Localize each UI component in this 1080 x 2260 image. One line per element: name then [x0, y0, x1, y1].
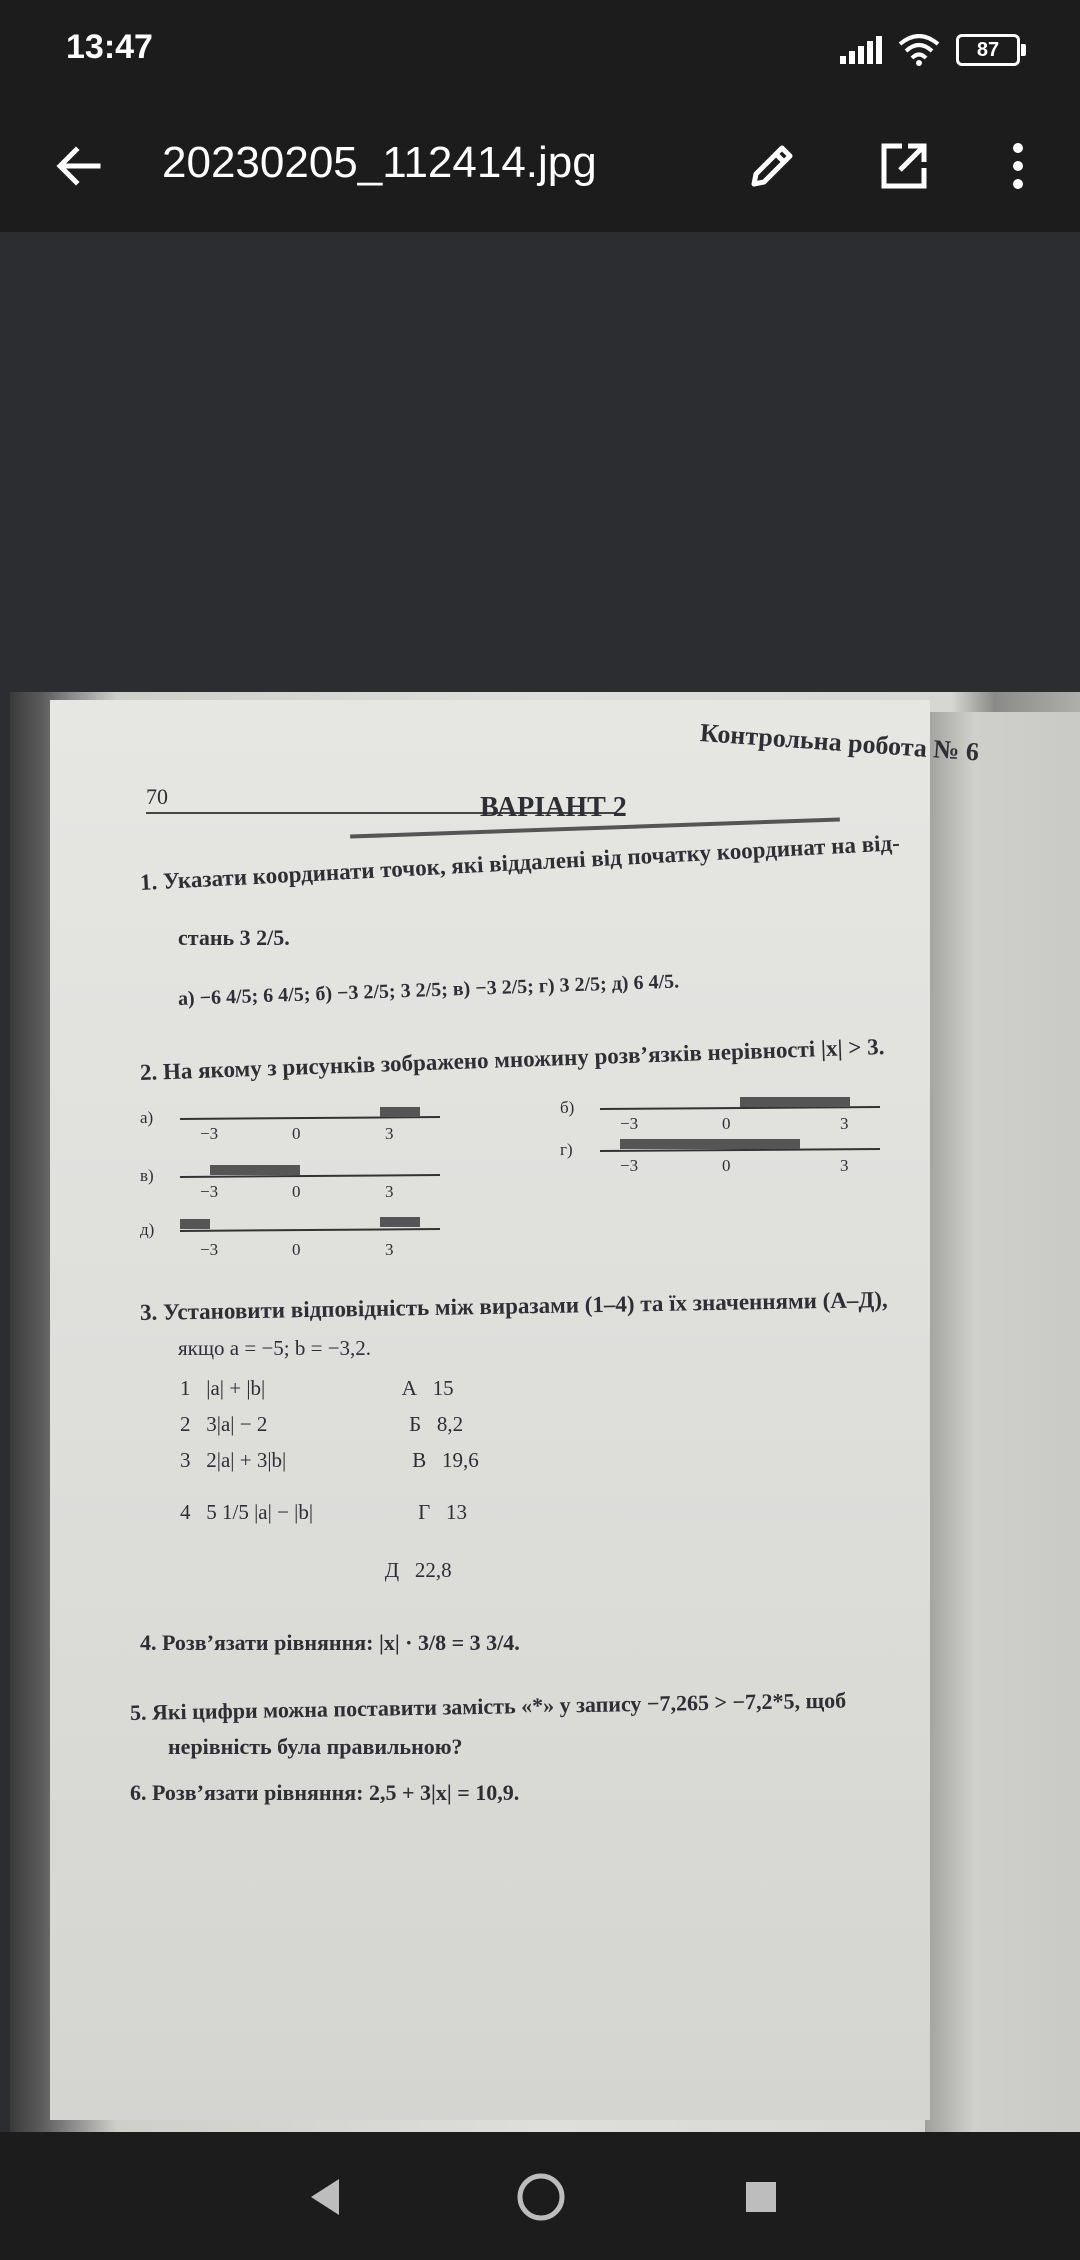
tick-zero-v: 0 — [292, 1182, 301, 1201]
back-button[interactable] — [40, 128, 116, 204]
number-lines-figure — [140, 1095, 920, 1275]
option-g-label: г) — [560, 1140, 573, 1159]
circle-home-icon — [515, 2171, 567, 2223]
task-4-line: 4. Розв’язати рівняння: |x| · 3/8 = 3 3/4. — [140, 1630, 520, 1655]
tick-zero-d: 0 — [292, 1240, 301, 1259]
task-3-line-2: якщо a = −5; b = −3,2. — [178, 1336, 372, 1360]
arrow-left-icon — [54, 142, 102, 190]
tick-three-d: 3 — [385, 1240, 394, 1259]
battery-icon — [956, 34, 1020, 66]
tick-three-v: 3 — [385, 1182, 394, 1201]
open-with-button[interactable] — [866, 128, 942, 204]
tick-minus3-g: −3 — [620, 1156, 639, 1175]
tick-minus3-b: −3 — [620, 1114, 639, 1133]
tick-minus3-a: −3 — [200, 1124, 219, 1143]
battery-level: 87 — [976, 38, 1000, 61]
page-header: Контрольна робота № 6 — [699, 718, 980, 767]
task-5-line-2: нерівність була правильною? — [168, 1734, 463, 1759]
variant-title: ВАРІАНТ 2 — [480, 792, 627, 823]
task-3-row-5: Д 22,8 — [180, 1558, 452, 1582]
app-bar — [0, 100, 1080, 232]
photo-image — [10, 692, 1080, 2132]
nav-recents-button[interactable] — [726, 2162, 796, 2232]
option-d-label: д) — [140, 1220, 155, 1239]
task-3-row-3: 3 2|a| + 3|b| В 19,6 — [180, 1448, 479, 1472]
nav-home-button[interactable] — [504, 2160, 578, 2234]
tick-three-b: 3 — [840, 1114, 849, 1133]
task-3-row-2: 2 3|a| − 2 Б 8,2 — [180, 1412, 464, 1436]
tick-three-g: 3 — [840, 1156, 849, 1175]
option-b-label: б) — [560, 1098, 575, 1117]
wifi-icon — [898, 34, 940, 66]
tick-zero-a: 0 — [292, 1124, 301, 1143]
page-number: 70 — [146, 784, 168, 809]
edit-button[interactable] — [734, 128, 810, 204]
status-bar — [0, 0, 1080, 100]
system-navigation-bar — [0, 2132, 1080, 2260]
nav-back-button[interactable] — [290, 2162, 360, 2232]
task-1-line-1: 1. Указати координати точок, які віддалені від початку координат на від- — [139, 830, 901, 895]
tick-three-a: 3 — [385, 1124, 394, 1143]
open-external-icon — [878, 140, 930, 192]
more-options-button[interactable] — [980, 128, 1056, 204]
status-time: 13:47 — [66, 28, 153, 66]
tick-zero-b: 0 — [722, 1114, 731, 1133]
file-name-title: 20230205_112414.jpg — [162, 138, 597, 187]
task-3-row-1: 1 |a| + |b| А 15 — [180, 1376, 454, 1400]
signal-icon — [840, 36, 882, 64]
option-a-label: а) — [140, 1108, 154, 1127]
task-6-line: 6. Розв’язати рівняння: 2,5 + 3|x| = 10,9. — [130, 1780, 520, 1805]
triangle-back-icon — [307, 2177, 343, 2217]
square-recents-icon — [744, 2180, 778, 2214]
task-2-line: 2. На якому з рисунків зображено множину розв’язків нерівності |x| > 3. — [139, 1034, 885, 1085]
task-3-row-4: 4 5 1/5 |a| − |b| Г 13 — [180, 1500, 467, 1524]
task-3-line-1: 3. Установити відповідність між виразами (1–4) та їх значеннями (А–Д), — [139, 1286, 888, 1325]
option-v-label: в) — [140, 1166, 154, 1185]
next-page-edge — [925, 712, 1080, 2132]
status-icons — [840, 30, 1020, 70]
task-1-line-2: стань 3 2/5. — [178, 925, 290, 950]
tick-minus3-d: −3 — [200, 1240, 219, 1259]
tick-zero-g: 0 — [722, 1156, 731, 1175]
image-viewer[interactable] — [0, 232, 1080, 2132]
book-page — [50, 700, 980, 2120]
tick-minus3-v: −3 — [200, 1182, 219, 1201]
task-1-options: а) −6 4/5; 6 4/5; б) −3 2/5; 3 2/5; в) −3 2/5; г) 3 2/5; д) 6 4/5. — [177, 970, 680, 1010]
more-vert-icon — [1008, 140, 1028, 192]
pencil-icon — [746, 140, 798, 192]
task-5-line-1: 5. Які цифри можна поставити замість «*» у запису −7,265 > −7,2*5, щоб — [129, 1687, 847, 1725]
